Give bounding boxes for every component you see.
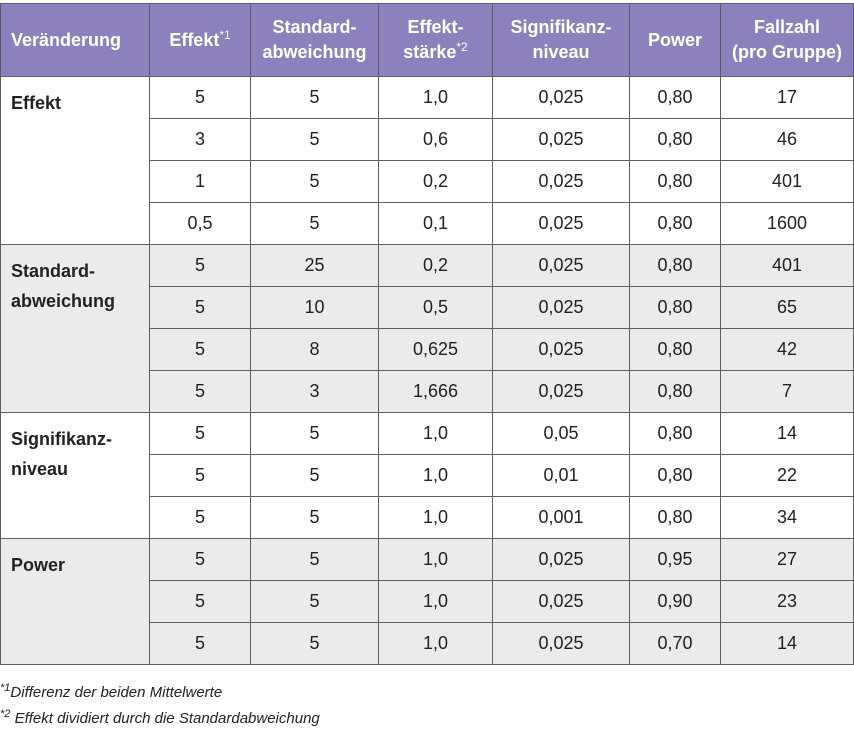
cell-signifikanzniveau: 0,025	[493, 203, 630, 245]
cell-fallzahl: 14	[721, 623, 854, 665]
group-label: Effekt	[1, 77, 150, 245]
cell-effektstaerke: 1,0	[379, 497, 493, 539]
cell-effektstaerke: 1,0	[379, 455, 493, 497]
cell-effekt: 5	[150, 371, 251, 413]
cell-effekt: 5	[150, 413, 251, 455]
cell-fallzahl: 34	[721, 497, 854, 539]
cell-standardabweichung: 3	[251, 371, 379, 413]
cell-fallzahl: 17	[721, 77, 854, 119]
cell-effektstaerke: 1,0	[379, 413, 493, 455]
table-header	[1, 4, 854, 77]
cell-effektstaerke: 0,625	[379, 329, 493, 371]
cell-effekt: 5	[150, 623, 251, 665]
cell-power: 0,80	[630, 161, 721, 203]
cell-signifikanzniveau: 0,025	[493, 119, 630, 161]
cell-standardabweichung: 5	[251, 539, 379, 581]
cell-effektstaerke: 0,2	[379, 245, 493, 287]
cell-power: 0,80	[630, 245, 721, 287]
group-label: Signifikanz- niveau	[1, 413, 150, 539]
cell-power: 0,80	[630, 413, 721, 455]
table-row	[1, 245, 854, 287]
footnote-2: $^{*2}$ Effekt dividiert durch die Standardabweichung	[0, 708, 320, 727]
cell-power: 0,95	[630, 539, 721, 581]
cell-effekt: 3	[150, 119, 251, 161]
cell-signifikanzniveau: 0,025	[493, 77, 630, 119]
cell-effekt: 5	[150, 455, 251, 497]
footnotes	[0, 680, 320, 732]
footnote-1: $^{*1}$Differenz der beiden Mittelwerte	[0, 682, 223, 701]
cell-fallzahl: 23	[721, 581, 854, 623]
cell-signifikanzniveau: 0,025	[493, 287, 630, 329]
table-group	[1, 539, 854, 665]
cell-standardabweichung: 5	[251, 203, 379, 245]
table-group	[1, 77, 854, 245]
cell-fallzahl: 46	[721, 119, 854, 161]
cell-signifikanzniveau: 0,01	[493, 455, 630, 497]
header-signifikanzniveau: Signifikanz- niveau	[493, 4, 630, 77]
cell-fallzahl: 401	[721, 245, 854, 287]
cell-fallzahl: 7	[721, 371, 854, 413]
cell-effektstaerke: 0,1	[379, 203, 493, 245]
cell-fallzahl: 14	[721, 413, 854, 455]
cell-effekt: 5	[150, 539, 251, 581]
header-power: Power	[630, 4, 721, 77]
cell-signifikanzniveau: 0,05	[493, 413, 630, 455]
cell-standardabweichung: 5	[251, 455, 379, 497]
cell-signifikanzniveau: 0,025	[493, 371, 630, 413]
header-veraenderung: Veränderung	[1, 4, 150, 77]
table-row	[1, 539, 854, 581]
cell-standardabweichung: 5	[251, 581, 379, 623]
table-group	[1, 245, 854, 413]
cell-signifikanzniveau: 0,025	[493, 539, 630, 581]
header-standardabweichung: Standard- abweichung	[251, 4, 379, 77]
cell-signifikanzniveau: 0,001	[493, 497, 630, 539]
cell-power: 0,70	[630, 623, 721, 665]
cell-power: 0,90	[630, 581, 721, 623]
cell-effektstaerke: 1,0	[379, 77, 493, 119]
cell-effektstaerke: 0,5	[379, 287, 493, 329]
group-label: Standard- abweichung	[1, 245, 150, 413]
cell-standardabweichung: 5	[251, 623, 379, 665]
cell-power: 0,80	[630, 497, 721, 539]
cell-effektstaerke: 1,666	[379, 371, 493, 413]
cell-standardabweichung: 10	[251, 287, 379, 329]
cell-standardabweichung: 25	[251, 245, 379, 287]
cell-effekt: 5	[150, 581, 251, 623]
cell-power: 0,80	[630, 203, 721, 245]
cell-effekt: 5	[150, 329, 251, 371]
cell-effekt: 1	[150, 161, 251, 203]
cell-fallzahl: 401	[721, 161, 854, 203]
cell-power: 0,80	[630, 329, 721, 371]
cell-signifikanzniveau: 0,025	[493, 623, 630, 665]
cell-power: 0,80	[630, 287, 721, 329]
cell-signifikanzniveau: 0,025	[493, 245, 630, 287]
cell-standardabweichung: 5	[251, 497, 379, 539]
cell-fallzahl: 22	[721, 455, 854, 497]
cell-effekt: 5	[150, 287, 251, 329]
sample-size-table	[0, 3, 854, 665]
cell-standardabweichung: 5	[251, 161, 379, 203]
cell-standardabweichung: 5	[251, 119, 379, 161]
cell-fallzahl: 27	[721, 539, 854, 581]
cell-effektstaerke: 1,0	[379, 623, 493, 665]
cell-effekt: 5	[150, 77, 251, 119]
cell-standardabweichung: 5	[251, 413, 379, 455]
cell-effektstaerke: 0,6	[379, 119, 493, 161]
header-row	[1, 4, 854, 77]
table-row	[1, 413, 854, 455]
cell-standardabweichung: 8	[251, 329, 379, 371]
cell-effekt: 5	[150, 497, 251, 539]
cell-power: 0,80	[630, 371, 721, 413]
cell-signifikanzniveau: 0,025	[493, 581, 630, 623]
cell-effekt: 0,5	[150, 203, 251, 245]
cell-effektstaerke: 0,2	[379, 161, 493, 203]
header-effekt: Effekt$^{*1}$	[150, 4, 251, 77]
cell-fallzahl: 42	[721, 329, 854, 371]
cell-power: 0,80	[630, 455, 721, 497]
cell-signifikanzniveau: 0,025	[493, 161, 630, 203]
cell-effekt: 5	[150, 245, 251, 287]
cell-effektstaerke: 1,0	[379, 581, 493, 623]
cell-power: 0,80	[630, 119, 721, 161]
cell-signifikanzniveau: 0,025	[493, 329, 630, 371]
cell-fallzahl: 65	[721, 287, 854, 329]
group-label: Power	[1, 539, 150, 665]
table-row	[1, 77, 854, 119]
header-effektstaerke: Effekt- stärke$^{*2}$	[379, 4, 493, 77]
header-fallzahl: Fallzahl (pro Gruppe)	[721, 4, 854, 77]
cell-standardabweichung: 5	[251, 77, 379, 119]
table-group	[1, 413, 854, 539]
cell-fallzahl: 1600	[721, 203, 854, 245]
cell-power: 0,80	[630, 77, 721, 119]
cell-effektstaerke: 1,0	[379, 539, 493, 581]
